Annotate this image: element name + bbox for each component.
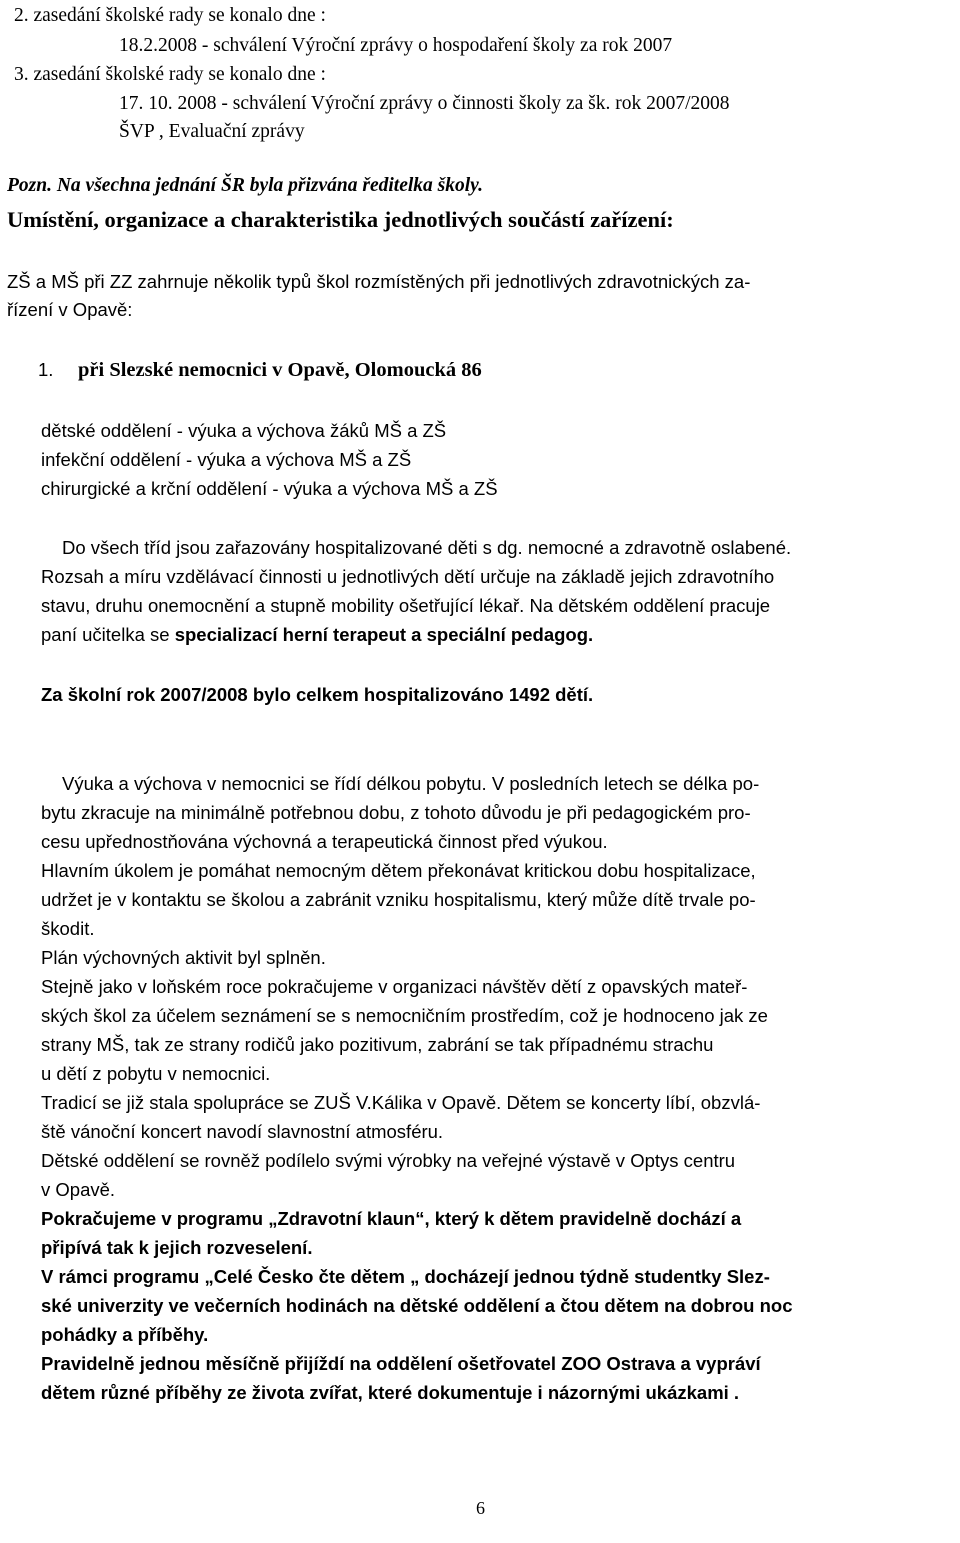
p3-line: Pokračujeme v programu „Zdravotní klaun“, který k dětem pravidelně dochází a <box>41 1208 742 1229</box>
meeting-2-label: 2. zasedání školské rady se konalo dne : <box>14 5 326 26</box>
p2-line: škodit. <box>41 918 95 939</box>
department-surgery: chirurgické a krční oddělení - výuka a výchova MŠ a ZŠ <box>41 478 498 499</box>
p2-line: Hlavním úkolem je pomáhat nemocným dětem překonávat kritickou dobu hospitalizace, <box>41 860 756 881</box>
location-name: při Slezské nemocnici v Opavě, Olomoucká 86 <box>78 359 482 381</box>
p3-line: Pravidelně jednou měsíčně přijíždí na oddělení ošetřovatel ZOO Ostrava a vypráví <box>41 1353 761 1374</box>
p1-line-4 <box>41 623 593 647</box>
department-infectious: infekční oddělení - výuka a výchova MŠ a ZŠ <box>41 449 412 470</box>
p3-line: V rámci programu „Celé Česko čte dětem „ docházejí jednou týdně studentky Slez- <box>41 1266 770 1287</box>
intro-line-2: řízení v Opavě: <box>7 299 133 320</box>
p3-line: připívá tak k jejich rozveselení. <box>41 1237 313 1258</box>
p2-line: Stejně jako v loňském roce pokračujeme v organizaci návštěv dětí z opavských mateř- <box>41 976 748 997</box>
department-children: dětské oddělení - výuka a výchova žáků MŠ a ZŠ <box>41 420 447 441</box>
p3-line: pohádky a příběhy. <box>41 1324 209 1345</box>
meeting-2-detail: 18.2.2008 - schválení Výroční zprávy o hospodaření školy za rok 2007 <box>119 35 673 56</box>
p2-line: v Opavě. <box>41 1179 116 1200</box>
meeting-3-detail: 17. 10. 2008 - schválení Výroční zprávy o činnosti školy za šk. rok 2007/2008 <box>119 93 730 114</box>
p3-line: ské univerzity ve večerních hodinách na dětské oddělení a čtou dětem na dobrou noc <box>41 1295 793 1316</box>
p2-line: Plán výchovných aktivit byl splněn. <box>41 947 326 968</box>
p2-line: cesu upřednostňována výchovná a terapeutická činnost před výukou. <box>41 831 608 852</box>
page-number: 6 <box>476 1498 485 1518</box>
location-number: 1. <box>38 359 54 380</box>
p2-line: Výuka a výchova v nemocnici se řídí délkou pobytu. V posledních letech se délka po- <box>62 773 760 794</box>
meeting-3-detail-2: ŠVP , Evaluační zprávy <box>119 121 305 142</box>
p2-line: bytu zkracuje na minimálně potřebnou dobu, z tohoto důvodu je při pedagogickém pro- <box>41 802 751 823</box>
section-heading: Umístění, organizace a charakteristika jednotlivých součástí zařízení: <box>7 207 674 232</box>
p2-line: udržet je v kontaktu se školou a zabránit vzniku hospitalismu, který může dítě trvale po- <box>41 889 756 910</box>
p2-line: ště vánoční koncert navodí slavnostní atmosféru. <box>41 1121 444 1142</box>
note: Pozn. Na všechna jednání ŠR byla přizvána ředitelka školy. <box>7 175 483 196</box>
p2-line: strany MŠ, tak ze strany rodičů jako pozitivum, zabrání se tak případnému strachu <box>41 1034 714 1055</box>
meeting-3-label: 3. zasedání školské rady se konalo dne : <box>14 64 326 85</box>
p1-line-3: stavu, druhu onemocnění a stupně mobility ošetřující lékař. Na dětském oddělení pracuje <box>41 595 771 616</box>
p2-line: Tradicí se již stala spolupráce se ZUŠ V.Kálika v Opavě. Dětem se koncerty líbí, obzvlá- <box>41 1092 761 1113</box>
intro-line-1: ZŠ a MŠ při ZZ zahrnuje několik typů škol rozmístěných při jednotlivých zdravotnických za- <box>7 271 751 292</box>
p2-line: ských škol za účelem seznámení se s nemocničním prostředím, což je hodnoceno jak ze <box>41 1005 768 1026</box>
hospitalized-count: Za školní rok 2007/2008 bylo celkem hospitalizováno 1492 dětí. <box>41 684 594 705</box>
p1-specialization: specializací herní terapeut a speciální pedagog. <box>174 624 594 645</box>
p1-line-1: Do všech tříd jsou zařazovány hospitalizované děti s dg. nemocné a zdravotně oslabené. <box>62 537 792 558</box>
p3-line: dětem různé příběhy ze života zvířat, které dokumentuje i názornými ukázkami . <box>41 1382 740 1403</box>
p1-line-4-text: paní učitelka se <box>41 624 175 645</box>
p2-line: u dětí z pobytu v nemocnici. <box>41 1063 271 1084</box>
p2-line: Dětské oddělení se rovněž podílelo svými výrobky na veřejné výstavě v Optys centru <box>41 1150 736 1171</box>
p1-line-2: Rozsah a míru vzdělávací činnosti u jednotlivých dětí určuje na základě jejich zdravotního <box>41 566 775 587</box>
